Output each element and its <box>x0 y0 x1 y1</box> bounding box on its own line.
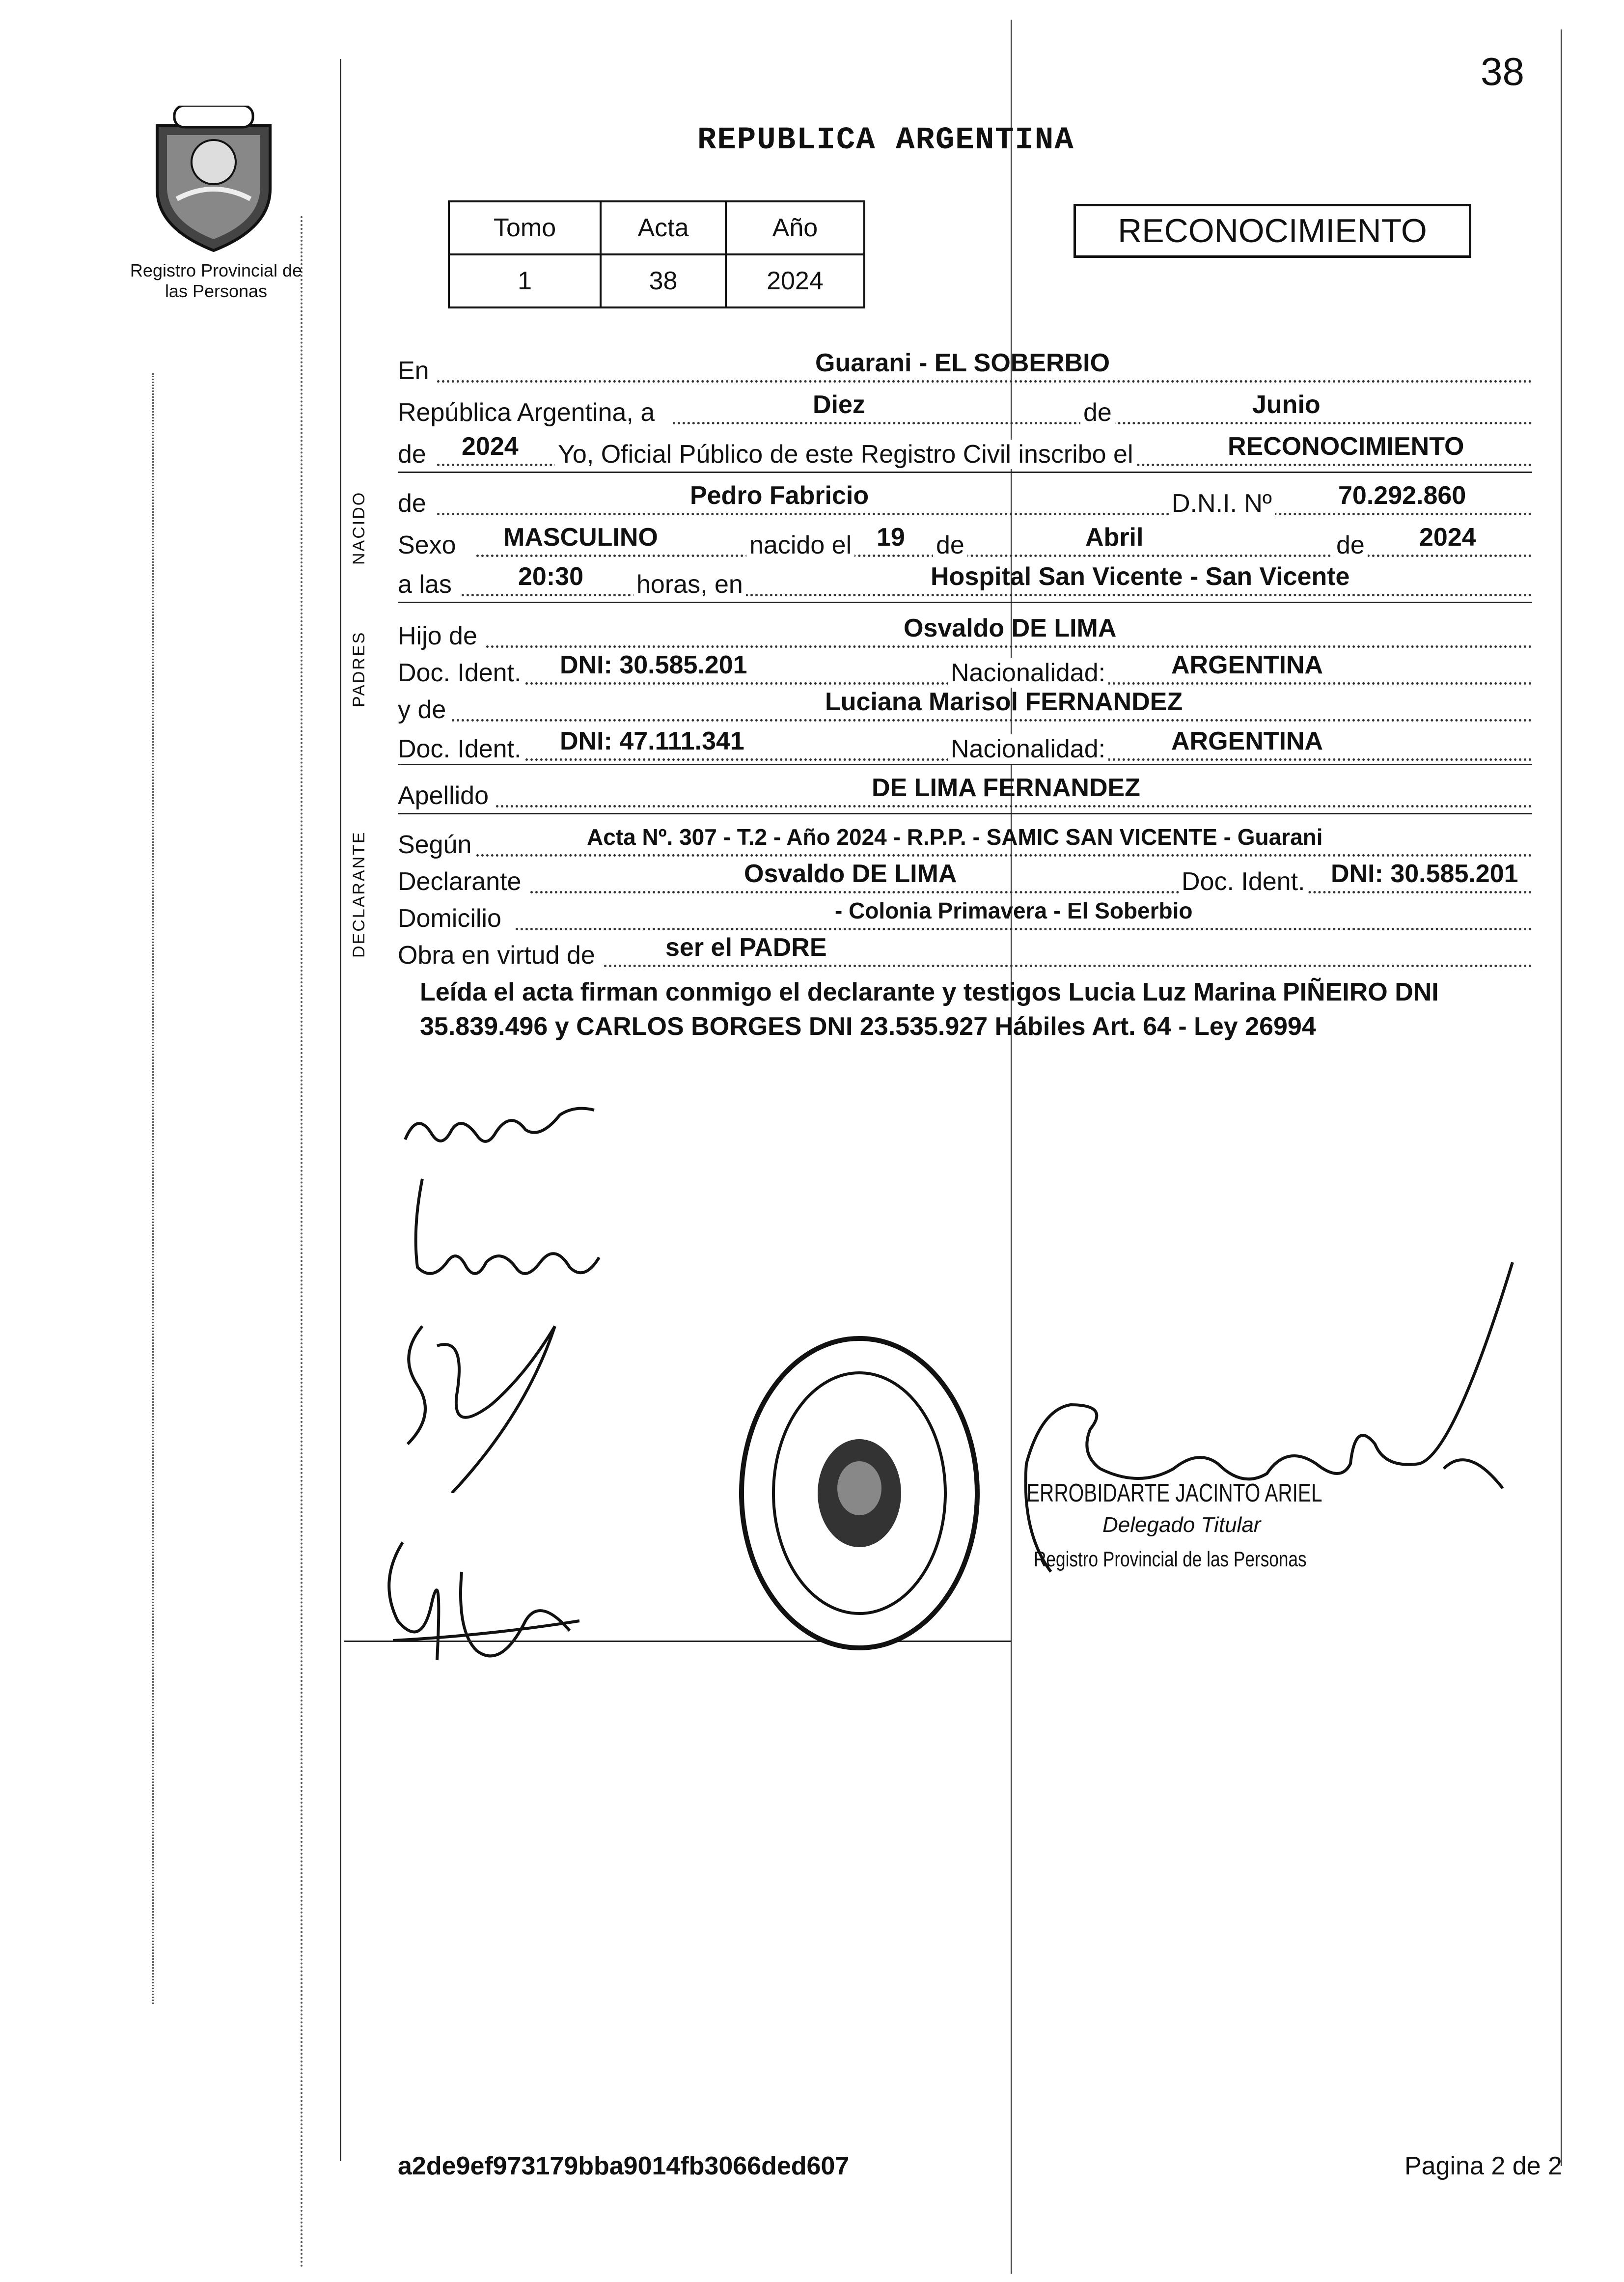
value-dia: Diez <box>813 390 865 419</box>
document-title: REPUBLICA ARGENTINA <box>697 123 1074 158</box>
label-de-nac-mes: de <box>933 530 967 560</box>
value-segun: Acta Nº. 307 - T.2 - Año 2024 - R.P.P. - SAMIC SAN VICENTE - Guarani <box>587 824 1323 850</box>
tomo-acta-anio-table <box>448 200 865 308</box>
row-oficial <box>398 430 1532 469</box>
signature-testigo-1 <box>378 1316 584 1496</box>
separator-1 <box>398 472 1532 473</box>
logo-caption: Registro Provincial de las Personas <box>130 260 303 301</box>
left-dotted-line <box>301 216 303 2269</box>
signature-declarante <box>398 1081 604 1167</box>
value-padre-doc: DNI: 30.585.201 <box>560 651 747 679</box>
label-de-anio: de <box>398 440 429 469</box>
value-sexo: MASCULINO <box>503 523 658 552</box>
row-fecha <box>398 388 1532 427</box>
left-edge-dotted-line <box>152 373 154 2004</box>
row-madre <box>398 685 1532 724</box>
value-anio: 2024 <box>462 432 519 461</box>
row-nombre <box>398 479 1532 518</box>
value-nac-dia: 19 <box>877 523 905 552</box>
row-padre-doc <box>398 648 1532 688</box>
row-apellido <box>398 771 1532 810</box>
separator-2 <box>398 602 1532 603</box>
label-doc-ident-padre: Doc. Ident. <box>398 658 524 688</box>
official-name: ERROBIDARTE JACINTO ARIEL <box>1026 1479 1322 1507</box>
value-padre: Osvaldo DE LIMA <box>904 614 1117 642</box>
row-declarante <box>398 857 1532 896</box>
acta-type-box: RECONOCIMIENTO <box>1073 204 1471 258</box>
value-hora: 20:30 <box>518 562 583 591</box>
label-oficial-text: Yo, Oficial Público de este Registro Civil inscribo el <box>555 440 1136 469</box>
label-republica: República Argentina, a <box>398 398 658 427</box>
separator-4 <box>398 813 1532 814</box>
value-nac-mes: Abril <box>1085 523 1144 552</box>
header-acta: Acta <box>601 201 726 254</box>
label-domicilio: Domicilio <box>398 904 504 933</box>
value-nac-anio: 2024 <box>1419 523 1476 552</box>
value-madre-nacionalidad: ARGENTINA <box>1171 727 1323 755</box>
label-dni: D.N.I. Nº <box>1169 489 1275 518</box>
label-de-mes: de <box>1080 398 1115 427</box>
signature-testigo-2 <box>363 1523 589 1682</box>
row-padre <box>398 612 1532 651</box>
value-acta: 38 <box>601 254 726 307</box>
section-declarante: DECLARANTE <box>350 831 368 958</box>
label-apellido: Apellido <box>398 781 492 810</box>
value-declarante-doc: DNI: 30.585.201 <box>1331 860 1518 888</box>
value-madre-doc: DNI: 47.111.341 <box>560 727 744 755</box>
header-anio: Año <box>726 201 864 254</box>
page-number: 38 <box>1481 50 1524 93</box>
label-sexo: Sexo <box>398 530 459 560</box>
label-de-nombre: de <box>398 489 429 518</box>
value-obra: ser el PADRE <box>665 933 827 962</box>
provincia-logo <box>147 106 280 253</box>
row-en <box>398 346 1532 386</box>
label-doc-ident-declarante: Doc. Ident. <box>1179 867 1308 896</box>
label-nacionalidad-padre: Nacionalidad: <box>948 658 1108 688</box>
row-madre-doc <box>398 724 1532 764</box>
delegacion-round-seal <box>737 1331 982 1655</box>
official-org: Registro Provincial de las Personas <box>1034 1547 1307 1571</box>
row-obra <box>398 931 1532 970</box>
value-tomo: 1 <box>449 254 601 307</box>
label-nacionalidad-madre: Nacionalidad: <box>948 734 1108 764</box>
separator-3 <box>398 764 1532 765</box>
right-margin-line <box>1561 29 1562 2166</box>
value-dni: 70.292.860 <box>1338 481 1466 510</box>
label-en: En <box>398 356 432 386</box>
value-mes: Junio <box>1252 390 1321 419</box>
value-apellido: DE LIMA FERNANDEZ <box>872 774 1140 802</box>
value-inscripcion: RECONOCIMIENTO <box>1228 432 1464 461</box>
left-margin-line <box>340 59 341 2161</box>
header-tomo: Tomo <box>449 201 601 254</box>
section-padres: PADRES <box>350 631 368 707</box>
label-declarante: Declarante <box>398 867 524 896</box>
label-y-de: y de <box>398 695 449 724</box>
document-hash: a2de9ef973179bba9014fb3066ded607 <box>398 2152 850 2180</box>
official-role: Delegado Titular <box>1102 1513 1261 1537</box>
value-declarante: Osvaldo DE LIMA <box>744 860 957 888</box>
label-a-las: a las <box>398 570 455 599</box>
value-lugar-inscripcion: Guarani - EL SOBERBIO <box>815 349 1110 377</box>
value-lugar-nacimiento: Hospital San Vicente - San Vicente <box>931 562 1350 591</box>
value-nombre: Pedro Fabricio <box>690 481 869 510</box>
value-madre: Luciana Marisol FERNANDEZ <box>825 688 1183 716</box>
closing-text: Leída el acta firman conmigo el declarante y testigos Lucia Luz Marina PIÑEIRO DNI 35.839.496 y CARLOS BORGES DNI 23.535.927 Hábiles Art. 64 - Ley 26994 <box>420 978 1439 1041</box>
value-padre-nacionalidad: ARGENTINA <box>1171 651 1323 679</box>
row-domicilio <box>398 894 1532 933</box>
pagination: Pagina 2 de 2 <box>1404 2152 1562 2180</box>
label-horas-en: horas, en <box>633 570 746 599</box>
row-segun <box>398 820 1532 860</box>
section-nacido: NACIDO <box>350 491 368 565</box>
label-nacido-el: nacido el <box>746 530 854 560</box>
label-segun: Según <box>398 830 474 860</box>
row-sexo <box>398 521 1532 560</box>
label-hijo-de: Hijo de <box>398 621 480 651</box>
label-obra-en-virtud: Obra en virtud de <box>398 941 598 970</box>
label-doc-ident-madre: Doc. Ident. <box>398 734 524 764</box>
row-hora-lugar <box>398 560 1532 599</box>
value-domicilio: - Colonia Primavera - El Soberbio <box>835 898 1193 923</box>
label-de-nac-anio: de <box>1333 530 1368 560</box>
signature-madre <box>393 1169 619 1299</box>
value-anio: 2024 <box>726 254 864 307</box>
